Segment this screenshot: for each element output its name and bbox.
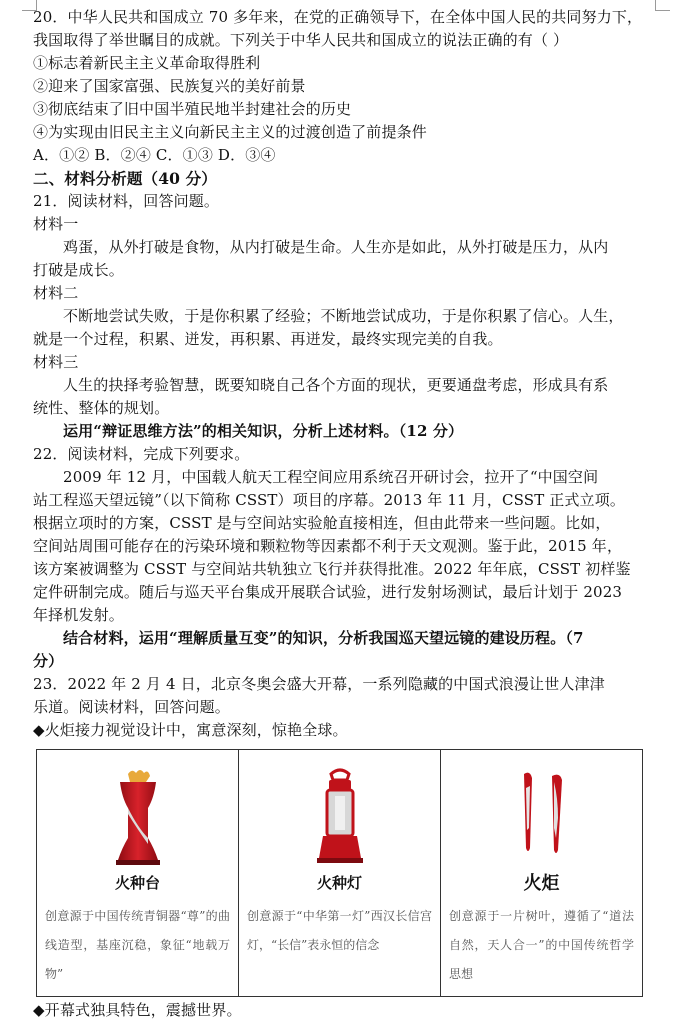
item-description: 创意源于“中华第一灯”西汉长信宫灯，“长信”表永恒的信念 — [247, 909, 432, 952]
q22-intro: 22．阅读材料，完成下列要求。 — [33, 445, 250, 463]
bullet-opening-ceremony: ◆开幕式独具特色，震撼世界。 — [33, 1001, 242, 1019]
material-1-label: 材料一 — [33, 215, 79, 233]
section-title: 二、材料分析题（40 分） — [33, 169, 217, 188]
q20-line: 我国取得了举世瞩目的成就。下列关于中华人民共和国成立的说法正确的有（ ） — [33, 31, 569, 49]
material-1-text: 鸡蛋，从外打破是食物，从内打破是生命。人生亦是如此，从外打破是压力，从内 — [63, 238, 609, 256]
table-cell-cauldron — [37, 750, 238, 996]
item-name: 火种台 — [114, 874, 160, 892]
q22-text: 根据立项时的方案，CSST 是与空间站实验舱直接相连，但由此带来一些问题。比如， — [33, 514, 611, 532]
bullet-torch-design: ◆火炬接力视觉设计中，寓意深刻，惊艳全球。 — [33, 721, 348, 739]
material-3-text: 人生的抉择考验智慧，既要知晓自己各个方面的现状，更要通盘考虑，形成具有系 — [63, 376, 609, 394]
q22-task: 分） — [33, 652, 64, 670]
q22-text: 站工程巡天望远镜”（以下简称 CSST）项目的序幕。2013 年 11 月，CSST 正式立项。 — [33, 491, 626, 509]
question-20 — [33, 6, 663, 167]
item-name: 火炬 — [523, 873, 560, 894]
q22-task: 结合材料，运用“理解质量互变”的知识，分析我国巡天望远镜的建设历程。（7 — [63, 629, 584, 647]
q22-text: 年择机发射。 — [33, 606, 124, 624]
torch-icon — [441, 768, 642, 868]
exam-content — [33, 6, 663, 742]
q22-text: 2009 年 12 月，中国载人航天工程空间应用系统召开研讨会，拉开了“中国空间 — [63, 468, 599, 486]
q23-text: 23．2022 年 2 月 4 日，北京冬奥会盛大开幕，一系列隐藏的中国式浪漫让世人津津 — [33, 675, 605, 693]
q20-choices: A．①② B．②④ C．①③ D．③④ — [33, 146, 276, 164]
material-3-text: 统性、整体的规划。 — [33, 399, 170, 417]
q20-option: ③彻底结束了旧中国半殖民地半封建社会的历史 — [33, 100, 352, 118]
q22-text: 该方案被调整为 CSST 与空间站共轨独立飞行并获得批准。2022 年年底，CSST 初样鉴 — [33, 560, 631, 578]
q22-text: 空间站周围可能存在的污染环境和颗粒物等因素都不利于天文观测。鉴于此，2015 年， — [33, 537, 623, 555]
material-2-text: 不断地尝试失败，于是你积累了经验；不断地尝试成功，于是你积累了信心。人生， — [63, 307, 624, 325]
lantern-icon — [239, 768, 440, 868]
material-2-label: 材料二 — [33, 284, 79, 302]
material-1-text: 打破是成长。 — [33, 261, 124, 279]
torch-design-table — [36, 749, 643, 997]
material-2-text: 就是一个过程，积累、迸发，再积累、再迸发，最终实现完美的自我。 — [33, 330, 503, 348]
q20-line: 20．中华人民共和国成立 70 多年来，在党的正确领导下，在全体中国人民的共同努力下， — [33, 8, 643, 26]
q21-intro: 21．阅读材料，回答问题。 — [33, 192, 220, 210]
q23-text: 乐道。阅读材料，回答问题。 — [33, 698, 230, 716]
cauldron-icon — [37, 768, 238, 868]
q20-option: ④为实现由旧民主主义向新民主主义的过渡创造了前提条件 — [33, 123, 427, 141]
item-name: 火种灯 — [316, 874, 362, 892]
material-3-label: 材料三 — [33, 353, 79, 371]
q21-task: 运用“辩证思维方法”的相关知识，分析上述材料。（12 分） — [63, 422, 464, 440]
table-cell-lantern — [238, 750, 440, 996]
q22-text: 定件研制完成。随后与巡天平台集成开展联合试验，进行发射场测试，最后计划于 2023 — [33, 583, 623, 601]
item-description: 创意源于一片树叶，遵循了“道法自然，天人合一”的中国传统哲学思想 — [449, 909, 634, 981]
q20-option: ②迎来了国家富强、民族复兴的美好前景 — [33, 77, 306, 95]
table-cell-torch — [440, 750, 642, 996]
item-description: 创意源于中国传统青铜器“尊”的曲线造型，基座沉稳，象征“地载万物” — [45, 909, 230, 981]
q20-option: ①标志着新民主主义革命取得胜利 — [33, 54, 261, 72]
